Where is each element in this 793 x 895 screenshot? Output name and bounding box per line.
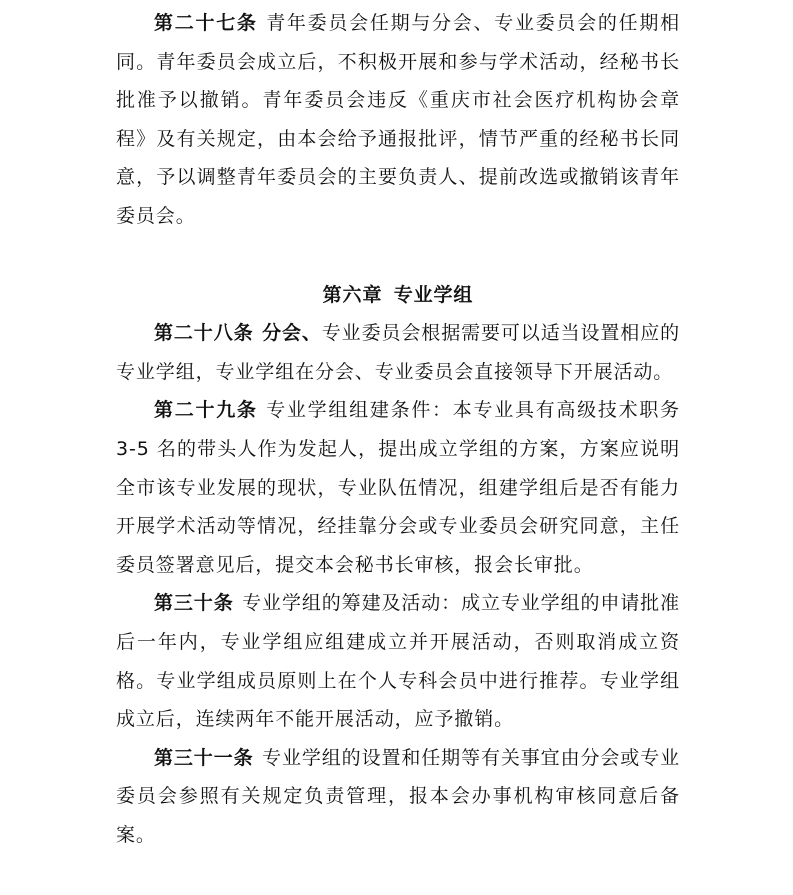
chapter-number: 第六章 [322,283,383,306]
article-number: 第二十七条 [154,12,258,34]
article-number: 第三十条 [154,592,234,615]
article-bold-lead: 分会、 [262,322,322,345]
article-28 [116,314,680,391]
article-number: 第二十八条 [154,322,254,345]
article-text: 青年委员会任期与分会、专业委员会的任期相同。青年委员会成立后，不积极开展和参与学术活动，经秘书长批准予以撤销。青年委员会违反《重庆市社会医疗机构协会章程》及有关规定，由本会给予通报批评，情节严重的经秘书长同意，予以调整青年委员会的主要负责人、提前改选或撤销该青年委员会。 [116,12,680,227]
article-text: 专业学组的筹建及活动：成立专业学组的申请批准后一年内，专业学组应组建成立并开展活动，否则取消成立资格。专业学组成员原则上在个人专科会员中进行推荐。专业学组成立后，连续两年不能开展活动，应予撤销。 [116,592,680,731]
article-text: 专业委员会根据需要可以适当设置相应的专业学组，专业学组在分会、专业委员会直接领导下开展活动。 [116,322,681,383]
article-text: 专业学组的设置和任期等有关事宜由分会或专业委员会参照有关规定负责管理，报本会办事机构审核同意后备案。 [116,746,680,846]
article-30 [116,584,680,738]
article-31 [116,739,680,855]
article-text: 专业学组组建条件：本专业具有高级技术职务 3-5 名的带头人作为发起人，提出成立学组的方案，方案应说明全市该专业发展的现状，专业队伍情况，组建学组后是否有能力开展学术活动等情况，经挂靠分会或专业委员会研究同意，主任委员签署意见后，提交本会秘书长审核，报会长审批。 [116,399,680,576]
article-29 [116,391,680,584]
document-page [116,4,680,854]
article-number: 第三十一条 [154,746,254,769]
article-27 [116,4,680,236]
article-number: 第二十九条 [154,399,258,422]
chapter-heading [116,276,680,315]
chapter-title: 专业学组 [393,283,474,306]
